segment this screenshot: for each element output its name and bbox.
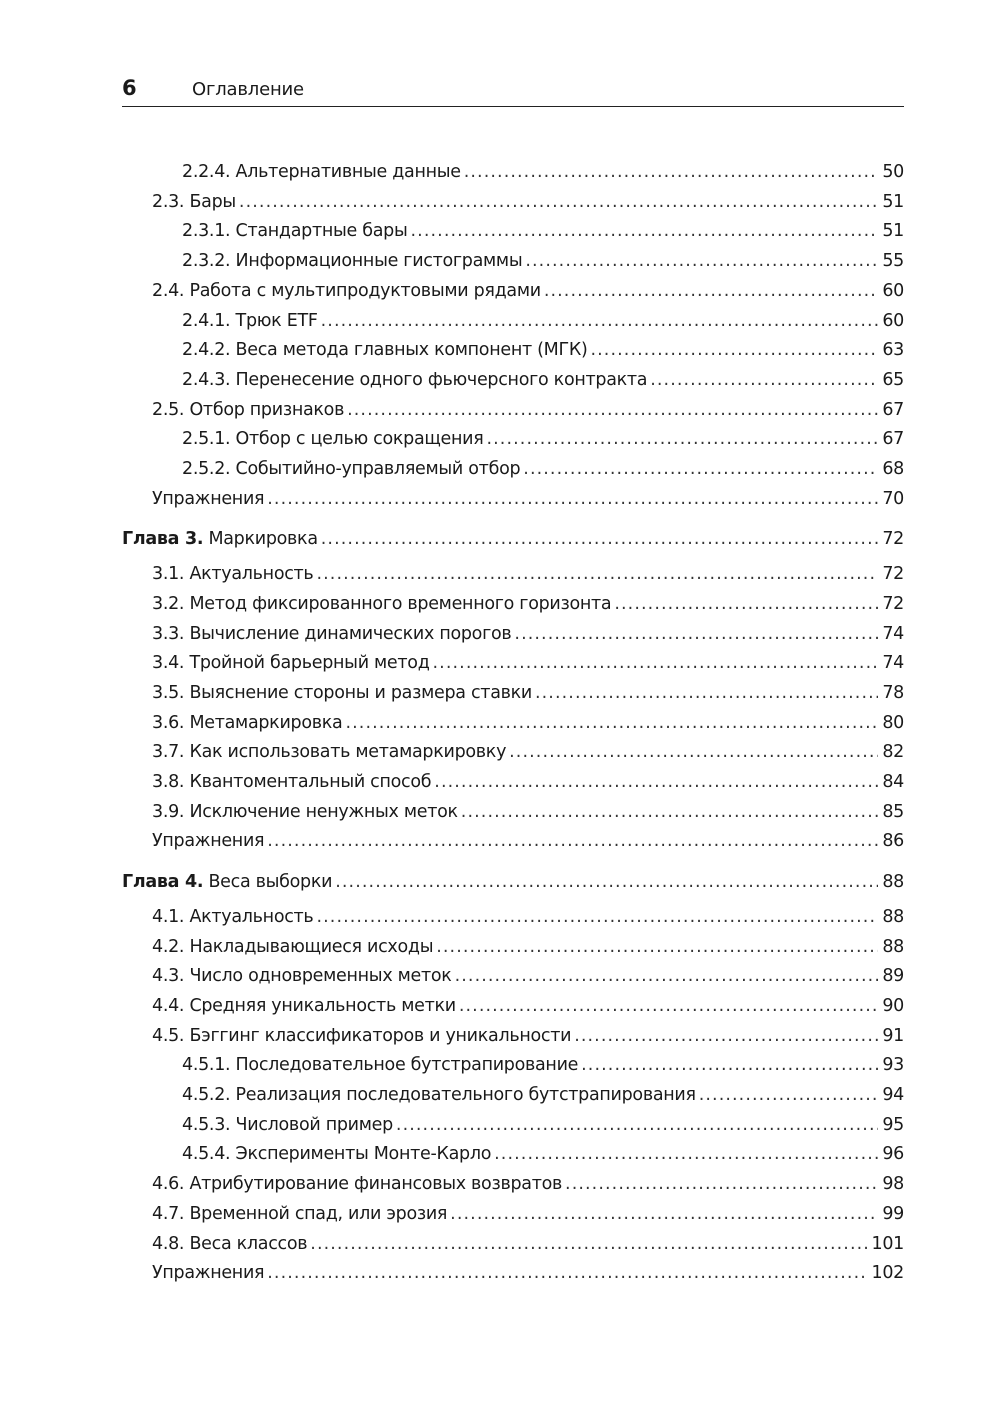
dot-leader	[459, 994, 879, 1018]
toc-entry-title	[152, 1024, 571, 1048]
toc-entry-text: 4.5.4. Эксперименты Монте-Карло	[182, 1144, 492, 1165]
toc-entry-text: Упражнения	[152, 1263, 265, 1284]
toc-entry-title	[152, 651, 430, 675]
toc-entry-title	[182, 1113, 393, 1137]
dot-leader	[535, 681, 878, 705]
toc-entry-text: 3.6. Метамаркировка	[152, 712, 343, 733]
toc-entry-text: Маркировка	[203, 529, 318, 550]
toc-entry-title	[182, 309, 318, 333]
dot-leader	[436, 935, 878, 959]
toc-entry-title	[152, 800, 458, 824]
dot-leader	[565, 1172, 878, 1196]
toc-entry-text: 3.8. Квантоментальный способ	[152, 772, 432, 792]
toc-entry-text: 4.2. Накладывающиеся исходы	[152, 936, 434, 957]
toc-chapter-entry[interactable]	[122, 870, 904, 894]
dot-leader	[614, 592, 878, 616]
toc-entry[interactable]	[122, 398, 904, 422]
toc-entry-title	[182, 249, 522, 273]
toc-entry-text: 4.1. Актуальность	[152, 906, 314, 927]
toc-entry-text: 2.3.2. Информационные гистограммы	[182, 251, 523, 272]
toc-page-number: 67	[882, 399, 904, 420]
toc-page-number: 63	[882, 340, 904, 361]
dot-leader	[411, 219, 879, 243]
toc-entry-title	[152, 994, 456, 1018]
toc-entry[interactable]	[122, 457, 904, 481]
toc-entry-title	[152, 398, 344, 422]
toc-entry-title	[152, 487, 264, 511]
chapter-number: Глава 4.	[122, 872, 204, 893]
dot-leader	[396, 1113, 878, 1137]
toc-entry-text: 2.4. Работа с мультипродуктовыми рядами	[152, 280, 541, 301]
toc-page-number: 72	[882, 529, 904, 550]
toc-page-number: 91	[882, 1025, 904, 1046]
toc-entry-title	[122, 527, 318, 551]
dot-leader	[347, 398, 878, 422]
toc-entry-text: 4.5.1. Последовательное бутстрапирование	[182, 1055, 579, 1076]
toc-entry-title	[152, 740, 506, 764]
toc-entry[interactable]	[122, 829, 904, 853]
toc-entry-text: 4.4. Средняя уникальность метки	[152, 995, 456, 1016]
toc-entry-title	[152, 622, 511, 646]
toc-entry-title	[152, 1172, 562, 1196]
toc-page-number: 94	[882, 1085, 904, 1105]
toc-entry-title	[182, 427, 483, 451]
toc-page-number: 74	[882, 623, 904, 644]
toc-page-number: 95	[882, 1114, 904, 1135]
dot-leader	[486, 427, 878, 451]
toc-entry-text: 2.3.1. Стандартные бары	[182, 221, 408, 242]
dot-leader	[455, 964, 879, 988]
toc-page-number: 96	[882, 1144, 904, 1165]
toc-page-number: 67	[882, 429, 904, 450]
toc-entry-title	[152, 681, 532, 705]
toc-page-number: 88	[882, 872, 904, 893]
toc-entry[interactable]	[122, 1172, 904, 1196]
dot-leader	[494, 1142, 878, 1166]
dot-leader	[523, 457, 878, 481]
toc-entry-text: Веса выборки	[203, 872, 333, 893]
toc-page-number: 55	[882, 251, 904, 272]
dot-leader	[434, 770, 878, 794]
toc-page-number: 72	[882, 564, 904, 585]
toc-entry-title	[152, 964, 452, 988]
toc-page-number: 60	[882, 310, 904, 331]
dot-leader	[699, 1083, 879, 1107]
dot-leader	[267, 829, 878, 853]
toc-entry-text: 3.1. Актуальность	[152, 564, 314, 585]
toc-entry[interactable]	[122, 1142, 904, 1166]
toc-entry-title	[182, 338, 587, 362]
dot-leader	[514, 622, 878, 646]
toc-entry-title	[182, 160, 461, 184]
toc-page-number: 89	[882, 966, 904, 987]
toc-entry-text: Упражнения	[152, 488, 265, 509]
dot-leader	[345, 711, 878, 735]
toc-page-number: 85	[882, 801, 904, 822]
dot-leader	[316, 905, 878, 929]
toc-entry-title	[152, 829, 264, 853]
toc-page-number: 51	[882, 221, 904, 242]
running-title: Оглавление	[192, 79, 304, 100]
toc-entry[interactable]	[122, 1053, 904, 1077]
toc-page-number: 86	[882, 831, 904, 852]
toc-entry[interactable]	[122, 1202, 904, 1226]
dot-leader	[267, 1261, 867, 1285]
toc-entry[interactable]	[122, 249, 904, 273]
toc-entry-title	[182, 1053, 578, 1077]
toc-page-number: 90	[882, 995, 904, 1016]
toc-entry-title	[152, 1261, 264, 1285]
toc-entry-text: 2.5.2. Событийно-управляемый отбор	[182, 459, 521, 479]
toc-entry-title	[152, 935, 433, 959]
toc-entry[interactable]	[122, 740, 904, 764]
toc-page-number: 60	[882, 280, 904, 301]
toc-entry-text: 2.5.1. Отбор с целью сокращения	[182, 429, 484, 450]
toc-page-number: 74	[882, 653, 904, 674]
toc-page-number: 84	[882, 772, 904, 792]
dot-leader	[267, 487, 878, 511]
dot-leader	[316, 562, 878, 586]
toc-entry[interactable]	[122, 368, 904, 392]
toc-entry-text: 2.2.4. Альтернативные данные	[182, 162, 461, 182]
dot-leader	[581, 1053, 878, 1077]
toc-entry-text: 3.5. Выяснение стороны и размера ставки	[152, 682, 532, 703]
toc-page-number: 50	[882, 162, 904, 182]
toc-page-number: 99	[882, 1203, 904, 1224]
toc-entry[interactable]	[122, 994, 904, 1018]
toc-entry-title	[152, 1202, 447, 1226]
dot-leader	[574, 1024, 878, 1048]
toc-entry[interactable]	[122, 681, 904, 705]
toc-entry[interactable]	[122, 562, 904, 586]
toc-entry-text: Упражнения	[152, 831, 265, 852]
dot-leader	[461, 800, 879, 824]
toc-entry-text: 4.5. Бэггинг классификаторов и уникальности	[152, 1025, 572, 1046]
toc-entry[interactable]	[122, 427, 904, 451]
toc-chapter-entry[interactable]	[122, 527, 904, 551]
toc-page-number: 101	[871, 1233, 904, 1254]
toc-entry-title	[152, 279, 541, 303]
dot-leader	[433, 651, 879, 675]
toc-entry-title	[152, 905, 313, 929]
toc-entry[interactable]	[122, 219, 904, 243]
toc-entry-title	[182, 1083, 696, 1107]
toc-entry-text: 2.5. Отбор признаков	[152, 399, 345, 420]
toc-entry-title	[152, 592, 611, 616]
toc-page-number: 68	[882, 459, 904, 479]
toc-entry-text: 3.9. Исключение ненужных меток	[152, 801, 458, 822]
dot-leader	[544, 279, 879, 303]
page-number: 6	[122, 76, 137, 100]
toc-entry-title	[152, 562, 313, 586]
toc-page-number: 93	[882, 1055, 904, 1076]
toc-entry-text: 2.4.1. Трюк ETF	[182, 310, 318, 331]
toc-entry-title	[182, 219, 408, 243]
toc-page-number: 51	[882, 191, 904, 212]
toc-entry[interactable]	[122, 800, 904, 824]
toc-page-number: 98	[882, 1174, 904, 1195]
running-header	[122, 74, 904, 107]
toc-entry[interactable]	[122, 770, 904, 794]
chapter-number: Глава 3.	[122, 529, 204, 550]
dot-leader	[590, 338, 878, 362]
toc-page-number: 65	[882, 369, 904, 390]
toc-entry-title	[182, 1142, 491, 1166]
dot-leader	[509, 740, 878, 764]
dot-leader	[321, 527, 879, 551]
toc-entry[interactable]	[122, 279, 904, 303]
toc-entry-text: 4.3. Число одновременных меток	[152, 966, 452, 987]
toc-entry-title	[152, 1232, 307, 1256]
toc-entry-title	[152, 711, 342, 735]
toc-entry[interactable]	[122, 1113, 904, 1137]
toc-entry[interactable]	[122, 1083, 904, 1107]
toc-entry-text: 4.5.2. Реализация последовательного бутстрапирования	[182, 1085, 696, 1105]
dot-leader	[335, 870, 878, 894]
toc-entry[interactable]	[122, 622, 904, 646]
toc-entry[interactable]	[122, 592, 904, 616]
toc-entry[interactable]	[122, 964, 904, 988]
toc-entry-text: 4.8. Веса классов	[152, 1233, 308, 1254]
toc-entry-title	[182, 368, 647, 392]
toc-entry[interactable]	[122, 190, 904, 214]
toc-page-number: 82	[882, 742, 904, 763]
toc-entry[interactable]	[122, 338, 904, 362]
toc-entry-title	[182, 457, 520, 481]
toc-entry-title	[152, 770, 431, 794]
toc-entry[interactable]	[122, 309, 904, 333]
dot-leader	[321, 309, 879, 333]
toc-entry[interactable]	[122, 711, 904, 735]
toc-entry-text: 2.3. Бары	[152, 191, 236, 212]
dot-leader	[525, 249, 878, 273]
toc-page-number: 88	[882, 906, 904, 927]
dot-leader	[239, 190, 878, 214]
dot-leader	[464, 160, 879, 184]
toc-page-number: 102	[871, 1263, 904, 1284]
toc-entry[interactable]	[122, 651, 904, 675]
toc-entry[interactable]	[122, 1232, 904, 1256]
dot-leader	[650, 368, 878, 392]
toc-entry-text: 2.4.3. Перенесение одного фьючерсного контракта	[182, 369, 648, 390]
toc-page-number: 70	[882, 488, 904, 509]
toc-entry[interactable]	[122, 935, 904, 959]
toc-entry-title	[122, 870, 332, 894]
toc-entry[interactable]	[122, 905, 904, 929]
toc-entry[interactable]	[122, 160, 904, 184]
toc-entry-text: 4.6. Атрибутирование финансовых возвратов	[152, 1174, 563, 1195]
toc-entry-text: 3.4. Тройной барьерный метод	[152, 653, 430, 674]
toc-entry-title	[152, 190, 236, 214]
toc-page-number: 78	[882, 682, 904, 703]
toc-page-number: 88	[882, 936, 904, 957]
toc-entry[interactable]	[122, 1261, 904, 1285]
toc-entry-text: 2.4.2. Веса метода главных компонент (МГК)	[182, 340, 588, 361]
toc-entry-text: 4.7. Временной спад, или эрозия	[152, 1203, 448, 1224]
toc-entry-text: 3.7. Как использовать метамаркировку	[152, 742, 507, 763]
toc-page-number: 80	[882, 712, 904, 733]
toc-entry[interactable]	[122, 1024, 904, 1048]
toc-page-number: 72	[882, 593, 904, 614]
toc-entry[interactable]	[122, 487, 904, 511]
toc-entry-text: 4.5.3. Числовой пример	[182, 1114, 393, 1135]
dot-leader	[450, 1202, 878, 1226]
toc-entry-text: 3.2. Метод фиксированного временного горизонта	[152, 593, 612, 614]
dot-leader	[310, 1232, 867, 1256]
toc-entry-text: 3.3. Вычисление динамических порогов	[152, 623, 512, 644]
